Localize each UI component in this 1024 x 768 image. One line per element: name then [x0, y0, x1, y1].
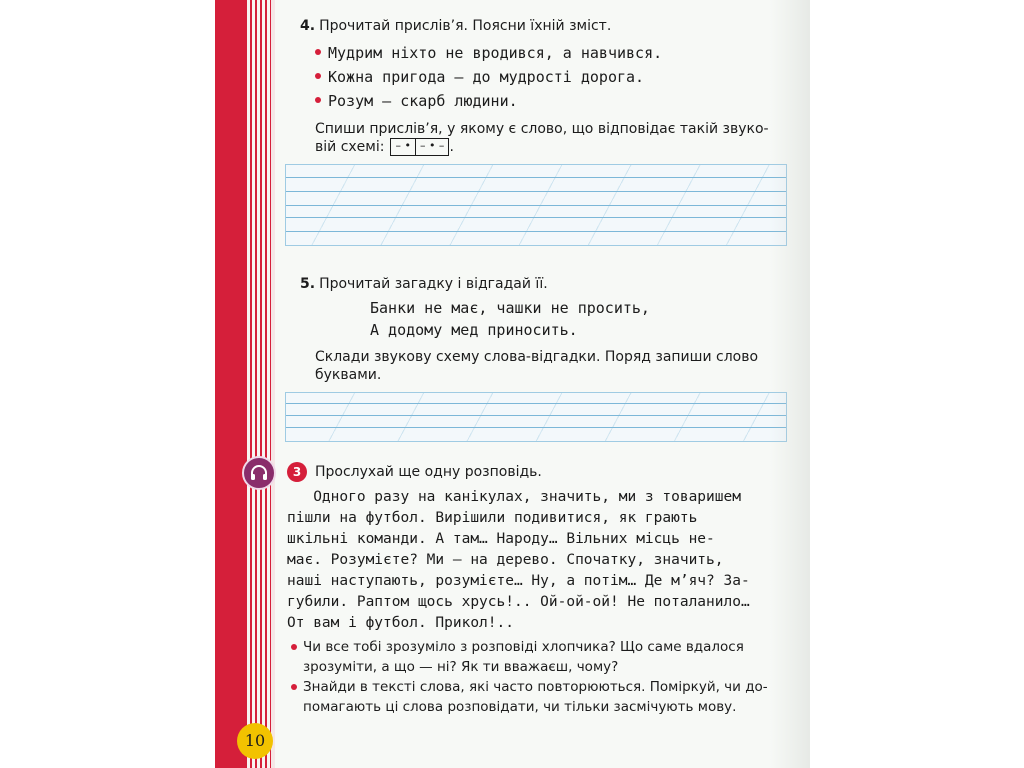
story-line: має. Розумієте? Ми — на дерево. Спочатку, значить,: [287, 552, 724, 568]
proverb-item: Мудрим ніхто не вродився, а навчився.: [315, 43, 662, 63]
page-margin-stripes: [245, 0, 271, 768]
story-line: губили. Раптом щось хрусь!.. Ой-ой-ой! Не поталанило…: [287, 594, 750, 610]
bullet-dot: [315, 73, 321, 79]
bullet-dot: [291, 684, 297, 690]
textbook-page: [215, 0, 810, 768]
task-4-instruction: Прочитай прислів’я. Поясни їхній зміст.: [319, 18, 612, 34]
task-4-scheme-line: вій схемі: – • – • – .: [315, 139, 454, 155]
page-margin-band: [215, 0, 245, 768]
bullet-dot: [315, 97, 321, 103]
writing-lines-task-4: [285, 164, 787, 246]
listening-title: Прослухай ще одну розповідь.: [315, 464, 542, 480]
task-5-instruction-line: Склади звукову схему слова-відгадки. Поряд запиши слово: [315, 349, 759, 365]
question-item: Знайди в тексті слова, які часто повторюються. Поміркуй, чи до- помагають ці слова розповідати, чи тільки засмічують мову.: [303, 677, 768, 717]
section-number-badge: 3: [287, 462, 307, 482]
riddle-line: Банки не має, чашки не просить,: [370, 299, 650, 317]
proverb-item: Розум — скарб людини.: [315, 91, 518, 111]
page-number: 10: [237, 723, 273, 759]
writing-lines-task-5: [285, 392, 787, 442]
task-4-number: 4.: [300, 18, 316, 34]
story-line: пішли на футбол. Вирішили подивитися, як грають: [287, 510, 698, 526]
headphones-icon: [242, 456, 276, 490]
question-item: Чи все тобі зрозуміло з розповіді хлопчика? Що саме вдалося зрозуміти, а що — ні? Як ти вважаєш, чому?: [303, 637, 744, 677]
story-line: наші наступають, розумієте… Ну, а потім… Де м’яч? За-: [287, 573, 750, 589]
task-5-instruction: Прочитай загадку і відгадай її.: [319, 276, 548, 292]
bullet-dot: [291, 644, 297, 650]
story-line: От вам і футбол. Прикол!..: [287, 615, 514, 631]
task-5-heading: [300, 275, 548, 293]
task-5-number: 5.: [300, 276, 316, 292]
riddle-line: А додому мед приносить.: [370, 321, 578, 339]
task-5-instruction-line: буквами.: [315, 367, 382, 383]
task-4-heading: [300, 17, 611, 35]
story-line: шкільні команди. А там… Народу… Вільних місць не-: [287, 531, 715, 547]
proverb-item: Кожна пригода — до мудрості дорога.: [315, 67, 644, 87]
sound-scheme: – • – • –: [390, 138, 449, 156]
bullet-dot: [315, 49, 321, 55]
story-text: [287, 487, 787, 634]
story-line: Одного разу на канікулах, значить, ми з товаришем: [287, 489, 741, 505]
task-4-copy-instruction: Спиши прислів’я, у якому є слово, що відповідає такій звуко-: [315, 121, 769, 137]
